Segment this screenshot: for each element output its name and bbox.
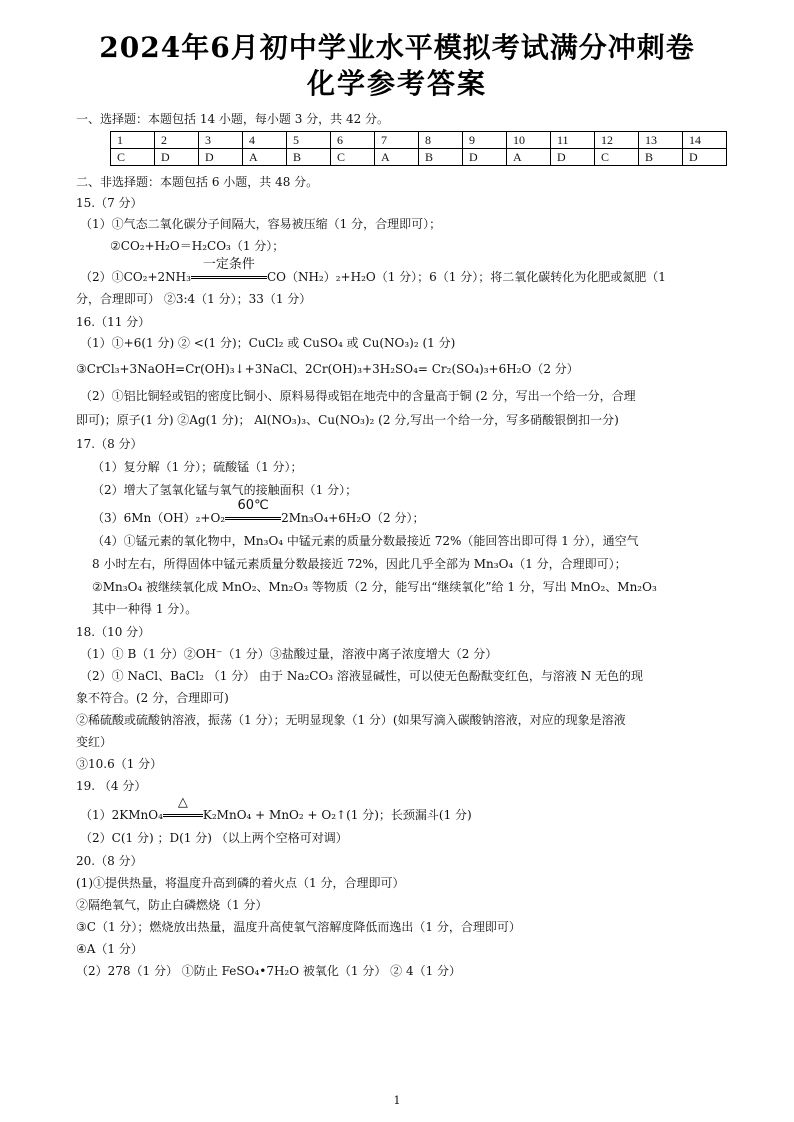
table-cell: C bbox=[331, 149, 375, 166]
equation-products: K₂MnO₄ + MnO₂ + O₂↑(1 分)；长颈漏斗(1 分) bbox=[202, 808, 472, 822]
table-cell: D bbox=[463, 149, 507, 166]
table-cell: 1 bbox=[111, 132, 155, 149]
q19-heading: 19. （4 分） bbox=[76, 779, 147, 793]
table-cell: 8 bbox=[419, 132, 463, 149]
table-cell: D bbox=[551, 149, 595, 166]
exam-title: 2024年6月初中学业水平模拟考试满分冲刺卷 bbox=[99, 31, 695, 64]
q17-line: 8 小时左右，所得固体中锰元素质量分数最接近 72%，因此几乎全部为 Mn₃O₄（1 分，合理即可）； bbox=[92, 557, 627, 571]
q15-heading: 15.（7 分） bbox=[76, 196, 143, 210]
q15-line: 分，合理即可） ②3:4（1 分）；33（1 分） bbox=[76, 292, 312, 306]
table-cell: D bbox=[155, 149, 199, 166]
reaction-condition bbox=[225, 498, 281, 526]
q18-line: ③10.6（1 分） bbox=[76, 757, 163, 771]
q15-line: ②CO₂+H₂O＝H₂CO₃（1 分）； bbox=[110, 239, 285, 253]
table-cell: 5 bbox=[287, 132, 331, 149]
condition-label: △ bbox=[177, 795, 188, 810]
q20-heading: 20.（8 分） bbox=[76, 854, 143, 868]
table-cell: A bbox=[375, 149, 419, 166]
condition-label: 60℃ bbox=[237, 498, 269, 513]
q20-line: （2）278（1 分） ①防止 FeSO₄•7H₂O 被氧化（1 分） ② 4（1 分） bbox=[76, 964, 462, 978]
equals-sign bbox=[163, 814, 203, 817]
q20-line: ②隔绝氧气，防止白磷燃烧（1 分） bbox=[76, 898, 268, 912]
table-cell: 7 bbox=[375, 132, 419, 149]
equation-reactants: （1）2KMnO₄ bbox=[80, 808, 163, 822]
q17-heading: 17.（8 分） bbox=[76, 437, 143, 451]
table-cell: 3 bbox=[199, 132, 243, 149]
table-cell: B bbox=[639, 149, 683, 166]
section-1-heading: 一、选择题：本题包括 14 小题，每小题 3 分，共 42 分。 bbox=[76, 112, 390, 126]
equation-products: CO（NH₂）₂+H₂O（1 分）；6（1 分）；将二氧化碳转化为化肥或氮肥（1 bbox=[266, 270, 666, 284]
equals-sign bbox=[225, 517, 281, 520]
answer-key-title: 化学参考答案 bbox=[306, 67, 487, 100]
q17-line: （1）复分解（1 分）；硫酸锰（1 分）； bbox=[92, 460, 303, 474]
q18-line: （1）① B（1 分）②OH⁻（1 分）③盐酸过量，溶液中离子浓度增大（2 分） bbox=[80, 647, 498, 661]
table-cell: C bbox=[111, 149, 155, 166]
q16-line: 即可)；原子(1 分) ②Ag(1 分)； Al(NO₃)₃、Cu(NO₃)₂ (2 分,写出一个给一分，写多硝酸银倒扣一分) bbox=[76, 413, 619, 427]
table-cell: D bbox=[199, 149, 243, 166]
q16-heading: 16.（11 分） bbox=[76, 315, 151, 329]
equation-reactants: （3）6Mn（OH）₂+O₂ bbox=[92, 511, 226, 525]
q16-line: ③CrCl₃+3NaOH=Cr(OH)₃↓+3NaCl、2Cr(OH)₃+3H₂SO₄= Cr₂(SO₄)₃+6H₂O（2 分） bbox=[76, 362, 579, 376]
q17-line: ②Mn₃O₄ 被继续氧化成 MnO₂、Mn₂O₃ 等物质（2 分，能写出“继续氧化”给 1 分，写出 MnO₂、Mn₂O₃ bbox=[92, 580, 657, 594]
page-number: 1 bbox=[393, 1094, 401, 1107]
q18-line: （2）① NaCl、BaCl₂ （1 分） 由于 Na₂CO₃ 溶液显碱性，可以使无色酚酞变红色，与溶液 N 无色的现 bbox=[80, 669, 644, 683]
table-cell: 12 bbox=[595, 132, 639, 149]
q18-heading: 18.（10 分） bbox=[76, 625, 151, 639]
question-number-row bbox=[111, 132, 727, 149]
reaction-condition bbox=[191, 257, 267, 285]
table-cell: B bbox=[287, 149, 331, 166]
table-cell: C bbox=[595, 149, 639, 166]
condition-label: 一定条件 bbox=[202, 257, 255, 272]
q17-equation-line bbox=[92, 498, 425, 526]
table-cell: 10 bbox=[507, 132, 551, 149]
q18-line: 象不符合。(2 分，合理即可) bbox=[76, 691, 229, 705]
q18-line: 变红） bbox=[76, 735, 113, 749]
q19-equation-line bbox=[80, 795, 472, 823]
answer-row bbox=[111, 149, 727, 166]
reaction-condition bbox=[163, 795, 203, 823]
q20-line: ③C（1 分）；燃烧放出热量，温度升高使氧气溶解度降低而逸出（1 分，合理即可） bbox=[76, 920, 521, 934]
q17-line: 其中一种得 1 分）。 bbox=[92, 602, 198, 616]
table-cell: 11 bbox=[551, 132, 595, 149]
table-cell: 6 bbox=[331, 132, 375, 149]
table-cell: D bbox=[683, 149, 727, 166]
table-cell: 13 bbox=[639, 132, 683, 149]
q15-line: （1）①气态二氧化碳分子间隔大，容易被压缩（1 分，合理即可）； bbox=[80, 217, 442, 231]
q15-equation-line bbox=[80, 257, 666, 285]
section-2-heading: 二、非选择题：本题包括 6 小题，共 48 分。 bbox=[76, 175, 319, 189]
table-cell: B bbox=[419, 149, 463, 166]
table-cell: A bbox=[507, 149, 551, 166]
q19-line: （2）C(1 分) ；D(1 分) （以上两个空格可对调） bbox=[80, 831, 348, 845]
q18-line: ②稀硫酸或硫酸钠溶液，振荡（1 分）；无明显现象（1 分）(如果写滴入碳酸钠溶液，对应的现象是溶液 bbox=[76, 713, 626, 727]
table-cell: 4 bbox=[243, 132, 287, 149]
q16-line: （1）①+6(1 分) ② <(1 分)；CuCl₂ 或 CuSO₄ 或 Cu(NO₃)₂ (1 分) bbox=[80, 336, 456, 350]
q17-line: （4）①锰元素的氧化物中，Mn₃O₄ 中锰元素的质量分数最接近 72%（能回答出即可得 1 分），通空气 bbox=[92, 534, 639, 548]
answer-table bbox=[110, 131, 727, 166]
table-cell: 2 bbox=[155, 132, 199, 149]
q17-line: （2）增大了氢氧化锰与氧气的接触面积（1 分）； bbox=[92, 483, 358, 497]
table-cell: 14 bbox=[683, 132, 727, 149]
equation-products: 2Mn₃O₄+6H₂O（2 分）； bbox=[281, 511, 425, 525]
q20-line: (1)①提供热量，将温度升高到磷的着火点（1 分，合理即可） bbox=[76, 876, 405, 890]
q20-line: ④A（1 分） bbox=[76, 942, 143, 956]
table-cell: 9 bbox=[463, 132, 507, 149]
q16-line: （2）①铝比铜轻或铝的密度比铜小、原料易得或铝在地壳中的含量高于铜 (2 分，写出一个给一分，合理 bbox=[80, 389, 636, 403]
equals-sign bbox=[191, 276, 267, 279]
table-cell: A bbox=[243, 149, 287, 166]
equation-reactants: （2）①CO₂+2NH₃ bbox=[80, 270, 191, 284]
